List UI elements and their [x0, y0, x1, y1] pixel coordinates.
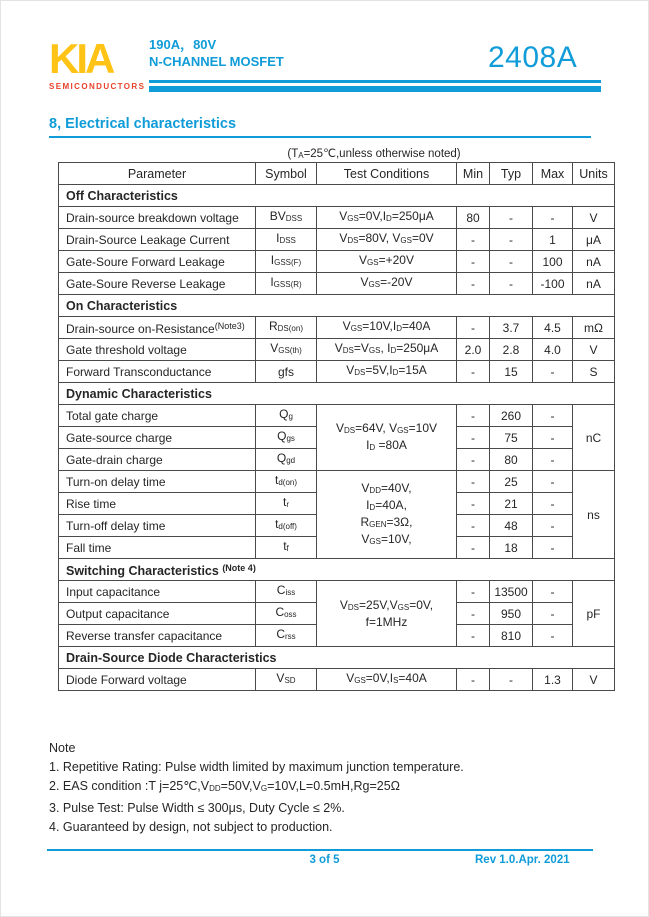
symbol-cell: gfs [256, 361, 317, 383]
units-cell: mΩ [573, 317, 615, 339]
cond-cell: $V_{GS}=-20V$ [317, 273, 457, 295]
symbol-cell: $V_{GS(th)}$ [256, 339, 317, 361]
page-number: 3 of 5 [309, 854, 340, 866]
min-cell: - [457, 251, 490, 273]
note-item: 1. Repetitive Rating: Pulse width limited by maximum junction temperature. [49, 760, 464, 774]
cond-cell: $V_{DS}=64V$, $V_{GS}=10V$ $I_D =80A$ [317, 405, 457, 471]
table-row [59, 669, 615, 691]
cond-cell: $V_{GS}=0V,I_D=250\mu A$ [317, 207, 457, 229]
param-cell: Turn-off delay time [59, 515, 256, 537]
table-section-row [59, 559, 615, 581]
section-label: Drain-Source Diode Characteristics [59, 647, 615, 669]
param-cell: Drain-source on-Resistance$^{(Note3)}$ [59, 317, 256, 339]
units-cell: ns [573, 471, 615, 559]
min-cell: - [457, 361, 490, 383]
max-cell: - [533, 405, 573, 427]
units-cell: μA [573, 229, 615, 251]
param-cell: Rise time [59, 493, 256, 515]
cond-cell: $V_{DS}=V_{GS}$, $I_D=250\mu A$ [317, 339, 457, 361]
table-condition-note: ($T_A=25℃,unless$ otherwise noted) [287, 148, 461, 160]
column-header: Units [573, 163, 615, 185]
header-rule-thin [149, 80, 601, 83]
param-cell: Gate-source charge [59, 427, 256, 449]
column-header: Min [457, 163, 490, 185]
section-label: Switching Characteristics $^{(Note 4)}$ [59, 559, 615, 581]
table-section-row [59, 383, 615, 405]
min-cell: - [457, 317, 490, 339]
max-cell: - [533, 427, 573, 449]
table-row [59, 229, 615, 251]
header-rule-thick [149, 86, 601, 92]
device-summary [149, 36, 284, 70]
symbol-cell: $C_{iss}$ [256, 581, 317, 603]
cond-cell: $V_{DS}=25V,V_{GS}=0V$, f=1MHz [317, 581, 457, 647]
max-cell: - [533, 361, 573, 383]
typ-cell: 810 [490, 625, 533, 647]
min-cell: - [457, 493, 490, 515]
typ-cell: 75 [490, 427, 533, 449]
table-row [59, 581, 615, 603]
param-cell: Forward Transconductance [59, 361, 256, 383]
symbol-cell: $C_{rss}$ [256, 625, 317, 647]
param-cell: Output capacitance [59, 603, 256, 625]
min-cell: - [457, 515, 490, 537]
typ-cell: 950 [490, 603, 533, 625]
min-cell: - [457, 669, 490, 691]
typ-cell: 3.7 [490, 317, 533, 339]
units-cell: nA [573, 251, 615, 273]
notes-list [49, 758, 464, 837]
param-cell: Total gate charge [59, 405, 256, 427]
notes-title: Note [49, 741, 76, 755]
min-cell: - [457, 581, 490, 603]
column-header: Parameter [59, 163, 256, 185]
min-cell: - [457, 427, 490, 449]
units-cell: V [573, 339, 615, 361]
max-cell: - [533, 207, 573, 229]
revision-label: Rev 1.0.Apr. 2021 [475, 854, 570, 866]
note-item: 2. EAS condition :T $j=25℃,V_{DD}=50V,V_G=10V,L=0.5mH,Rg=25\Omega$ [49, 779, 401, 793]
typ-cell: - [490, 273, 533, 295]
units-cell: nA [573, 273, 615, 295]
units-cell: pF [573, 581, 615, 647]
max-cell: 1.3 [533, 669, 573, 691]
part-number: 2408A [488, 41, 578, 74]
units-cell: V [573, 207, 615, 229]
symbol-cell: $C_{oss}$ [256, 603, 317, 625]
table-header-row [59, 163, 615, 185]
cond-cell: $V_{DD}=40V$, $I_D=40A$, $R_{GEN}=3\Omega$, $V_{GS}=10V$, [317, 471, 457, 559]
symbol-cell: $Q_g$ [256, 405, 317, 427]
symbol-cell: $t_{d(off)}$ [256, 515, 317, 537]
table-row [59, 317, 615, 339]
max-cell: - [533, 537, 573, 559]
logo-subtext: SEMICONDUCTORS [49, 82, 146, 91]
param-cell: Gate-drain charge [59, 449, 256, 471]
min-cell: - [457, 273, 490, 295]
units-cell: S [573, 361, 615, 383]
typ-cell: 260 [490, 405, 533, 427]
section-label: On Characteristics [59, 295, 615, 317]
typ-cell: - [490, 207, 533, 229]
param-cell: Fall time [59, 537, 256, 559]
cond-cell: $V_{GS}=0V,I_S=40A$ [317, 669, 457, 691]
param-cell: Reverse transfer capacitance [59, 625, 256, 647]
table-row [59, 471, 615, 493]
section-title: 8, Electrical characteristics [49, 116, 591, 138]
max-cell: - [533, 581, 573, 603]
param-cell: Gate-Soure Forward Leakage [59, 251, 256, 273]
max-cell: 4.5 [533, 317, 573, 339]
max-cell: - [533, 603, 573, 625]
typ-cell: - [490, 251, 533, 273]
column-header: Typ [490, 163, 533, 185]
cond-cell: $V_{GS}=10V,I_D=40A$ [317, 317, 457, 339]
device-type: N-CHANNEL MOSFET [149, 54, 284, 69]
min-cell: - [457, 405, 490, 427]
cond-cell: $V_{DS}=80V$, $V_{GS}=0V$ [317, 229, 457, 251]
min-cell: - [457, 229, 490, 251]
symbol-cell: $BV_{DSS}$ [256, 207, 317, 229]
column-header: Max [533, 163, 573, 185]
spec-table [58, 162, 615, 691]
max-cell: - [533, 515, 573, 537]
min-cell: 2.0 [457, 339, 490, 361]
section-label: Dynamic Characteristics [59, 383, 615, 405]
min-cell: - [457, 449, 490, 471]
logo-text: KIA [49, 35, 113, 82]
param-cell: Drain-Source Leakage Current [59, 229, 256, 251]
max-cell: - [533, 449, 573, 471]
units-cell: nC [573, 405, 615, 471]
electrical-characteristics-table [58, 162, 614, 691]
typ-cell: 25 [490, 471, 533, 493]
param-cell: Turn-on delay time [59, 471, 256, 493]
max-cell: - [533, 471, 573, 493]
table-row [59, 273, 615, 295]
table-section-row [59, 185, 615, 207]
typ-cell: 48 [490, 515, 533, 537]
notes-block [49, 739, 464, 837]
min-cell: 80 [457, 207, 490, 229]
cond-cell: $V_{DS}=5V,I_D=15A$ [317, 361, 457, 383]
min-cell: - [457, 537, 490, 559]
typ-cell: 18 [490, 537, 533, 559]
note-item: 4. Guaranteed by design, not subject to production. [49, 820, 333, 834]
symbol-cell: $Q_{gs}$ [256, 427, 317, 449]
typ-cell: 13500 [490, 581, 533, 603]
symbol-cell: $V_{SD}$ [256, 669, 317, 691]
symbol-cell: $R_{DS(on)}$ [256, 317, 317, 339]
table-row [59, 339, 615, 361]
symbol-cell: $Q_{gd}$ [256, 449, 317, 471]
param-cell: Gate threshold voltage [59, 339, 256, 361]
symbol-cell: $t_r$ [256, 493, 317, 515]
column-header: Test Conditions [317, 163, 457, 185]
typ-cell: 15 [490, 361, 533, 383]
typ-cell: - [490, 229, 533, 251]
symbol-cell: $t_{d(on)}$ [256, 471, 317, 493]
max-cell: 100 [533, 251, 573, 273]
table-section-row [59, 647, 615, 669]
typ-cell: 21 [490, 493, 533, 515]
device-rating: 190A，80V [149, 37, 217, 52]
param-cell: Gate-Soure Reverse Leakage [59, 273, 256, 295]
min-cell: - [457, 625, 490, 647]
table-row [59, 405, 615, 427]
param-cell: Diode Forward voltage [59, 669, 256, 691]
section-label: Off Characteristics [59, 185, 615, 207]
cond-cell: $V_{GS}=+20V$ [317, 251, 457, 273]
symbol-cell: $t_f$ [256, 537, 317, 559]
footer-rule [47, 849, 593, 851]
param-cell: Input capacitance [59, 581, 256, 603]
max-cell: 1 [533, 229, 573, 251]
typ-cell: - [490, 669, 533, 691]
min-cell: - [457, 471, 490, 493]
symbol-cell: $I_{GSS(F)}$ [256, 251, 317, 273]
max-cell: 4.0 [533, 339, 573, 361]
table-row [59, 207, 615, 229]
typ-cell: 2.8 [490, 339, 533, 361]
max-cell: - [533, 493, 573, 515]
min-cell: - [457, 603, 490, 625]
symbol-cell: $I_{DSS}$ [256, 229, 317, 251]
max-cell: -100 [533, 273, 573, 295]
column-header: Symbol [256, 163, 317, 185]
table-row [59, 361, 615, 383]
units-cell: V [573, 669, 615, 691]
note-item: 3. Pulse Test: Pulse Width ≤ 300μs, Duty Cycle ≤ 2%. [49, 801, 345, 815]
symbol-cell: $I_{GSS(R)}$ [256, 273, 317, 295]
table-section-row [59, 295, 615, 317]
param-cell: Drain-source breakdown voltage [59, 207, 256, 229]
table-row [59, 251, 615, 273]
typ-cell: 80 [490, 449, 533, 471]
max-cell: - [533, 625, 573, 647]
